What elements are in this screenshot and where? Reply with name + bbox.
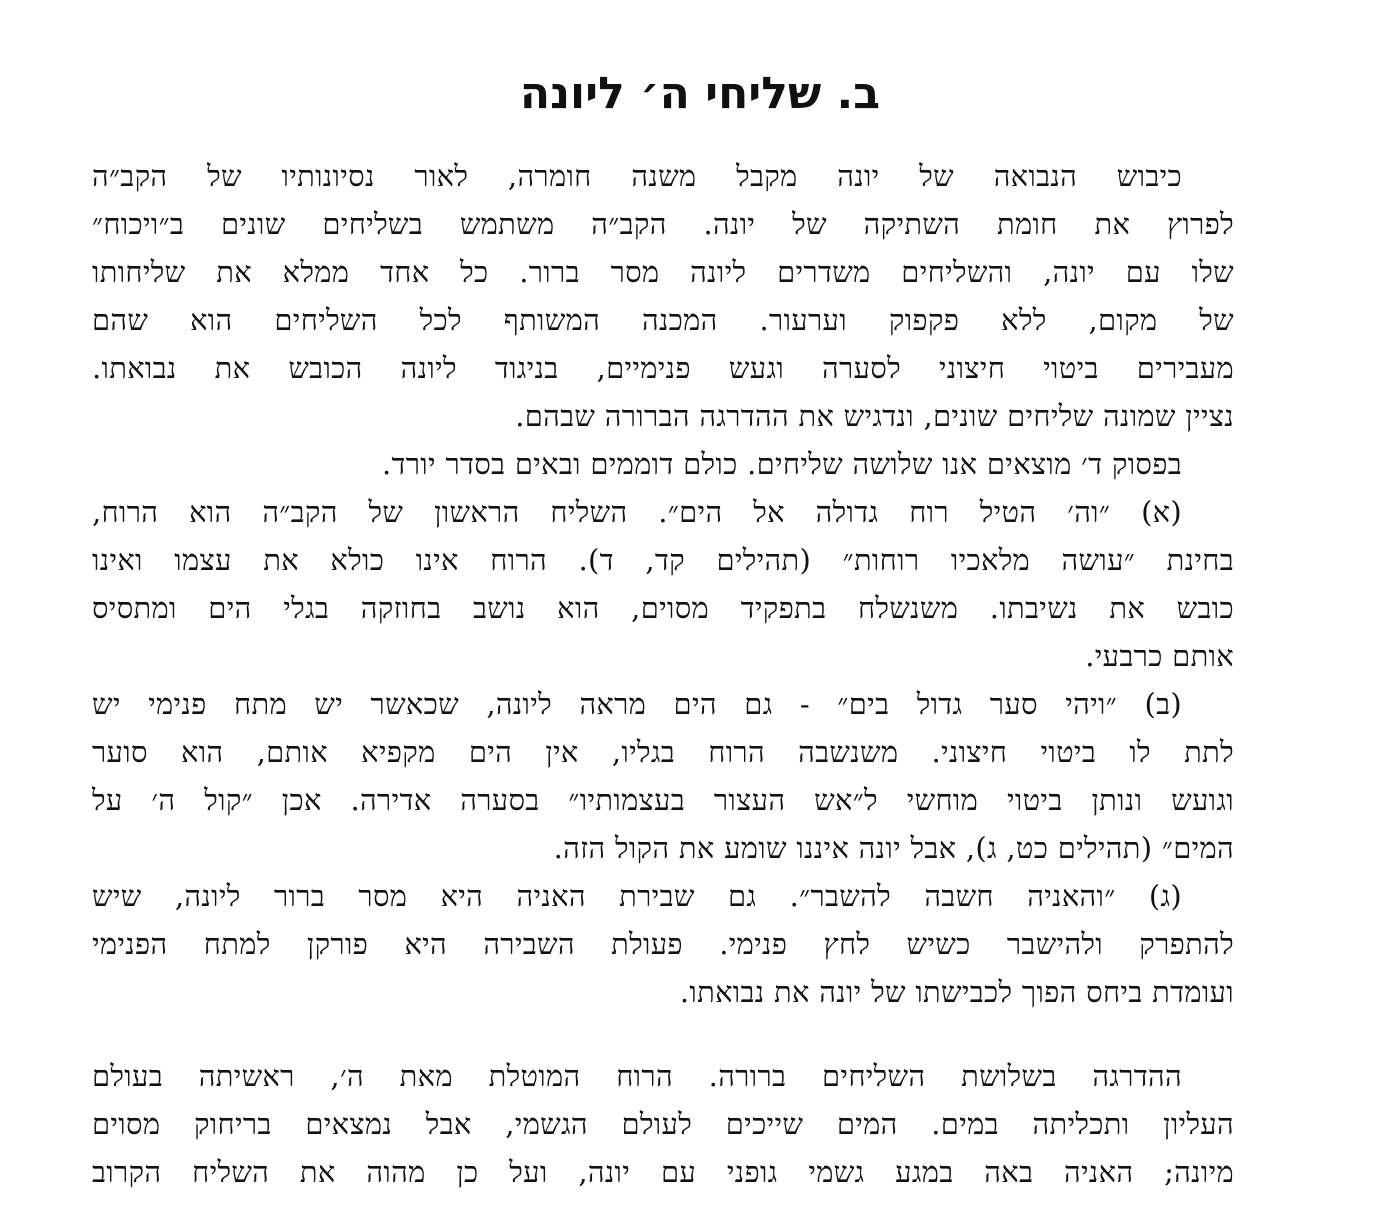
- text-line: מעבירים ביטוי חיצוני לסערה וגעש פנימיים, בניגוד ליונה הכובש את נבואתו.: [92, 351, 1234, 385]
- text-line: ההדרגה בשלושת השליחים ברורה. הרוח המוטלת מאת ה׳, ראשיתה בעולם: [92, 1059, 1182, 1093]
- text-line: המים״ (תהילים כט, ג), אבל יונה איננו שומע את הקול הזה.: [553, 831, 1234, 865]
- text-line: בפסוק ד׳ מוצאים אנו שלושה שליחים. כולם דוממים ובאים בסדר יורד.: [381, 447, 1182, 481]
- text-line: של מקום, ללא פקפוק וערעור. המכנה המשותף לכל השליחים הוא שהם: [92, 303, 1234, 337]
- text-line: העליון ותכליתה במים. המים שייכים לעולם הגשמי, אבל נמצאים בריחוק מסוים: [92, 1107, 1234, 1141]
- paragraph-gap: [92, 1016, 1234, 1052]
- text-line: נציין שמונה שליחים שונים, ונדגיש את ההדרגה הברורה שבהם.: [515, 399, 1234, 433]
- body-text: [92, 152, 1234, 1196]
- text-line: כיבוש הנבואה של יונה מקבל משנה חומרה, לאור נסיונותיו של הקב״ה: [92, 159, 1182, 193]
- text-line: ועומדת ביחס הפוך לכבישתו של יונה את נבואתו.: [679, 975, 1234, 1009]
- text-line: כובש את נשיבתו. משנשלח בתפקיד מסוים, הוא נושב בחוזקה בגלי הים ומתסיס: [92, 591, 1234, 625]
- text-line: (א) ״וה׳ הטיל רוח גדולה אל הים״. השליח הראשון של הקב״ה הוא הרוח,: [92, 495, 1182, 529]
- text-line: לתת לו ביטוי חיצוני. משנשבה הרוח בגליו, אין הים מקפיא אותם, הוא סוער: [92, 735, 1234, 769]
- text-line: אותם כרבעי.: [1085, 639, 1234, 673]
- text-line: בחינת ״עושה מלאכיו רוחות״ (תהילים קד, ד). הרוח אינו כולא את עצמו ואינו: [92, 543, 1234, 577]
- text-line: שלו עם יונה, והשליחים משדרים ליונה מסר ברור. כל אחד ממלא את שליחותו: [92, 255, 1234, 289]
- section-title: ב. שליחי ה׳ ליונה: [519, 68, 881, 119]
- text-line: להתפרק ולהישבר כשיש לחץ פנימי. פעולת השבירה היא פורקן למתח הפנימי: [92, 927, 1234, 961]
- text-line: (ג) ״והאניה חשבה להשבר״. גם שבירת האניה היא מסר ברור ליונה, שיש: [92, 879, 1182, 913]
- text-line: (ב) ״ויהי סער גדול בים״ - גם הים מראה ליונה, שכאשר יש מתח פנימי יש: [92, 687, 1182, 721]
- text-line: מיונה; האניה באה במגע גשמי גופני עם יונה, ועל כן מהוה את השליח הקרוב: [92, 1155, 1234, 1189]
- text-line: וגועש ונותן ביטוי מוחשי ל״אש העצור בעצמותיו״ בסערה אדירה. אכן ״קול ה׳ על: [92, 783, 1234, 817]
- text-line: לפרוץ את חומת השתיקה של יונה. הקב״ה משתמש בשליחים שונים ב״ויכוח״: [92, 207, 1234, 241]
